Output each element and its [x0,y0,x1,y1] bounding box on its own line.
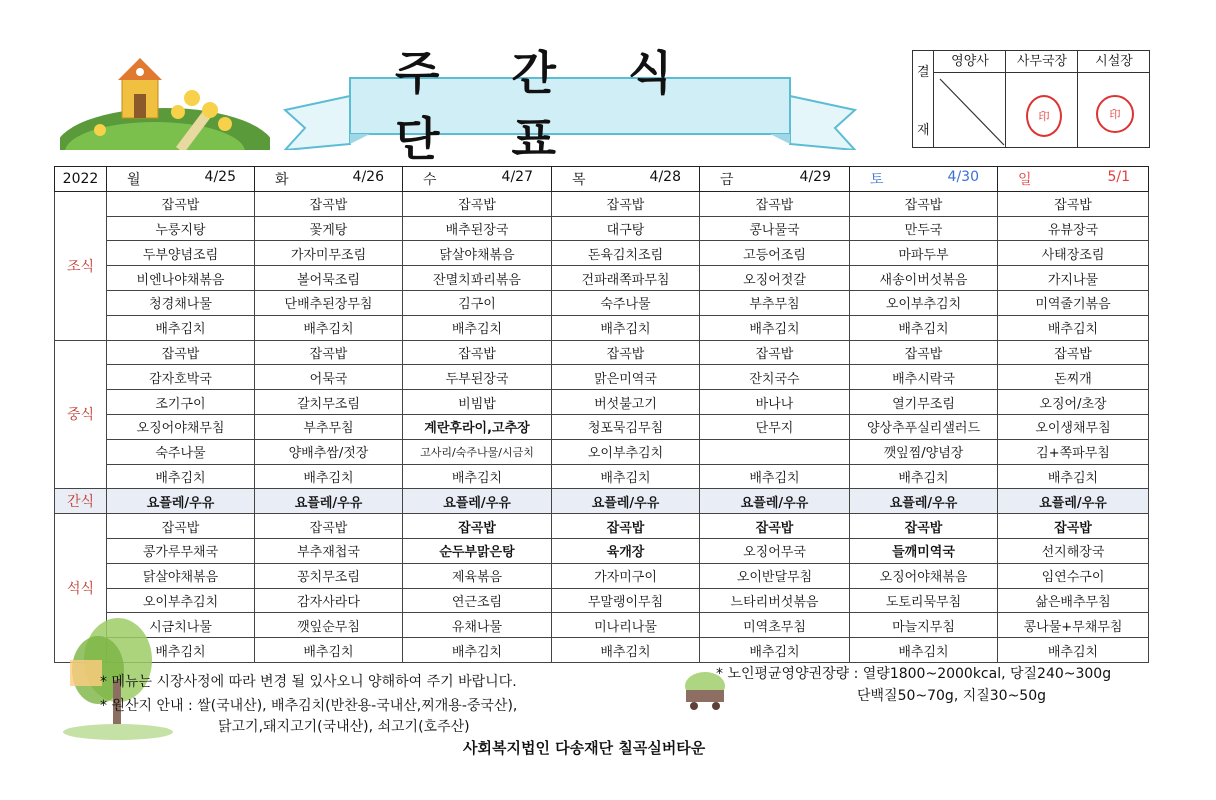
menu-cell: 청포묵김무침 [552,414,700,439]
menu-cell: 누룽지탕 [107,216,255,241]
approval-side-label-bottom: 재 [917,123,930,138]
dinner-row [55,613,1149,638]
day-name: 화 [275,171,289,188]
menu-cell: 잡곡밥 [998,340,1149,365]
menu-cell: 새송이버섯볶음 [850,266,998,291]
menu-cell: 깻잎찜/양념장 [850,439,998,464]
menu-cell: 숙주나물 [552,290,700,315]
menu-cell: 볼어묵조림 [255,266,403,291]
breakfast-row [55,216,1149,241]
menu-cell: 만두국 [850,216,998,241]
menu-cell: 잡곡밥 [552,340,700,365]
day-date: 4/30 [947,168,979,185]
menu-cell: 콩나물국 [700,216,850,241]
menu-cell: 오징어/초장 [998,390,1149,415]
menu-cell: 유채나물 [403,613,552,638]
menu-cell: 느타리버섯볶음 [700,588,850,613]
menu-cell: 배추김치 [700,315,850,340]
menu-cell: 가자미무조림 [255,241,403,266]
organization-footer: 사회복지법인 다송재단 칠곡실버타운 [463,739,706,757]
menu-cell: 오징어젓갈 [700,266,850,291]
menu-cell: 잡곡밥 [403,191,552,216]
day-date: 4/29 [799,168,831,185]
menu-cell: 배추김치 [552,638,700,663]
menu-cell: 오이부추김치 [107,588,255,613]
day-name: 일 [1018,171,1032,188]
menu-cell: 배추김치 [403,464,552,489]
breakfast-row [55,241,1149,266]
menu-cell: 잡곡밥 [850,340,998,365]
approval-diagonal-line [934,73,1006,147]
menu-cell: 부추재첩국 [255,538,403,563]
day-header [403,167,552,192]
menu-cell: 순두부맑은탕 [403,538,552,563]
menu-cell: 배추시락국 [850,365,998,390]
menu-cell: 배추김치 [403,638,552,663]
menu-cell: 배추김치 [255,315,403,340]
menu-cell: 배추김치 [255,638,403,663]
breakfast-row [55,191,1149,216]
approval-side-label-top: 결 [917,65,930,80]
office-director-stamp-icon: 印 [1026,95,1062,137]
menu-cell: 잡곡밥 [255,514,403,539]
menu-cell: 비빔밥 [403,390,552,415]
lunch-row [55,365,1149,390]
nutrition-info-line2: 단백질50~70g, 지질30~50g [857,688,1047,704]
menu-cell: 단무지 [700,414,850,439]
menu-cell: 배추김치 [998,464,1149,489]
day-date: 4/27 [501,168,533,185]
menu-cell: 배추김치 [850,464,998,489]
change-notice: * 메뉴는 시장사정에 따라 변경 될 있사오니 양해하여 주기 바랍니다. [100,674,517,690]
menu-cell: 배추김치 [850,638,998,663]
menu-cell: 마파두부 [850,241,998,266]
menu-cell: 요플레/우유 [403,489,552,514]
menu-cell: 배추김치 [700,464,850,489]
menu-cell: 열기무조림 [850,390,998,415]
menu-cell: 가지나물 [998,266,1149,291]
approval-role-nutritionist: 영양사 [934,51,1006,73]
day-name: 토 [870,171,884,188]
menu-cell: 배추김치 [998,638,1149,663]
menu-cell: 배추김치 [998,315,1149,340]
menu-cell: 꽃게탕 [255,216,403,241]
menu-cell: 배추김치 [850,315,998,340]
menu-cell: 가자미구이 [552,563,700,588]
menu-cell: 배추된장국 [403,216,552,241]
day-header-saturday [850,167,998,192]
lunch-row [55,340,1149,365]
day-header [552,167,700,192]
menu-cell: 잡곡밥 [552,514,700,539]
approval-box [912,50,1150,148]
menu-cell: 닭살야채볶음 [107,563,255,588]
menu-cell: 요플레/우유 [107,489,255,514]
page-title: 주 간 식 단 표 [395,46,701,166]
menu-cell: 부추무침 [255,414,403,439]
menu-cell: 오징어야채볶음 [850,563,998,588]
menu-cell: 조기구이 [107,390,255,415]
menu-cell: 잔치국수 [700,365,850,390]
tree-illustration [58,600,188,740]
menu-cell: 잡곡밥 [700,340,850,365]
house-illustration [60,50,270,150]
menu-cell: 배추김치 [107,315,255,340]
menu-cell: 감자사라다 [255,588,403,613]
menu-cell: 오이생채무침 [998,414,1149,439]
weekly-menu-table [54,166,1149,663]
menu-cell: 콩나물+무채무침 [998,613,1149,638]
menu-cell: 요플레/우유 [552,489,700,514]
menu-cell: 요플레/우유 [998,489,1149,514]
breakfast-label: 조식 [55,191,107,340]
menu-cell: 꽁치무조림 [255,563,403,588]
menu-cell: 육개장 [552,538,700,563]
menu-cell: 감자호박국 [107,365,255,390]
menu-cell: 삶은배추무침 [998,588,1149,613]
menu-cell: 배추김치 [552,315,700,340]
menu-cell: 김+쪽파무침 [998,439,1149,464]
breakfast-row [55,266,1149,291]
menu-cell: 잡곡밥 [107,340,255,365]
menu-cell: 사태장조림 [998,241,1149,266]
menu-cell: 잡곡밥 [255,340,403,365]
menu-cell: 버섯불고기 [552,390,700,415]
menu-cell: 돈육김치조림 [552,241,700,266]
menu-cell: 유뷰장국 [998,216,1149,241]
menu-cell: 배추김치 [107,464,255,489]
menu-cell: 임연수구이 [998,563,1149,588]
day-date: 5/1 [1107,168,1130,185]
menu-cell: 시금치나물 [107,613,255,638]
menu-cell: 잡곡밥 [255,191,403,216]
dinner-row [55,638,1149,663]
menu-cell: 부추무침 [700,290,850,315]
dinner-row [55,514,1149,539]
menu-cell: 두부된장국 [403,365,552,390]
facility-head-stamp-icon: 印 [1096,95,1134,133]
menu-cell: 잡곡밥 [700,191,850,216]
menu-cell: 어묵국 [255,365,403,390]
dinner-label: 석식 [55,514,107,663]
menu-cell: 잡곡밥 [403,514,552,539]
day-name: 금 [720,171,734,188]
menu-cell: 두부양념조림 [107,241,255,266]
menu-cell: 배추김치 [700,638,850,663]
menu-cell: 잡곡밥 [850,191,998,216]
menu-cell: 계란후라이,고추장 [403,414,552,439]
approval-role-facility-head: 시설장 [1078,51,1150,73]
dinner-row [55,563,1149,588]
menu-cell: 돈찌개 [998,365,1149,390]
menu-cell: 바나나 [700,390,850,415]
menu-cell: 잡곡밥 [552,191,700,216]
menu-cell: 잡곡밥 [998,514,1149,539]
menu-cell: 맑은미역국 [552,365,700,390]
day-date: 4/26 [352,168,384,185]
menu-cell: 숙주나물 [107,439,255,464]
day-header [700,167,850,192]
menu-cell: 닭살야채볶음 [403,241,552,266]
menu-cell: 콩가루무채국 [107,538,255,563]
year-cell: 2022 [55,167,107,192]
dinner-row [55,588,1149,613]
day-name: 월 [127,171,141,188]
menu-cell: 고등어조림 [700,241,850,266]
breakfast-row [55,315,1149,340]
menu-cell: 청경채나물 [107,290,255,315]
menu-cell: 무말랭이무침 [552,588,700,613]
lunch-row [55,464,1149,489]
nutrition-info-line1: * 노인평균영양권장량 : 열량1800~2000kcal, 당질240~300g [716,666,1112,682]
menu-cell: 잡곡밥 [850,514,998,539]
menu-cell: 들깨미역국 [850,538,998,563]
origin-info-line2: 닭고기,돼지고기(국내산), 쇠고기(호주산) [218,719,470,735]
header-row [55,167,1149,192]
lunch-row [55,414,1149,439]
lunch-label: 중식 [55,340,107,489]
day-header [107,167,255,192]
menu-cell: 김구이 [403,290,552,315]
menu-cell: 건파래쪽파무침 [552,266,700,291]
day-header-sunday [998,167,1149,192]
menu-cell: 요플레/우유 [255,489,403,514]
menu-cell: 배추김치 [403,315,552,340]
menu-cell: 고사리/숙주나물/시금치 [403,439,552,464]
menu-cell: 선지해장국 [998,538,1149,563]
menu-cell [700,439,850,464]
lunch-row [55,439,1149,464]
menu-cell: 잡곡밥 [700,514,850,539]
menu-cell: 미역줄기볶음 [998,290,1149,315]
menu-cell: 요플레/우유 [850,489,998,514]
menu-cell: 잔멸치꽈리볶음 [403,266,552,291]
menu-cell: 배추김치 [552,464,700,489]
menu-cell: 연근조림 [403,588,552,613]
menu-cell: 갈치무조림 [255,390,403,415]
menu-cell: 양상추푸실리샐러드 [850,414,998,439]
menu-cell: 배추김치 [255,464,403,489]
snack-row [55,489,1149,514]
menu-cell: 양배추쌈/젓장 [255,439,403,464]
menu-cell: 잡곡밥 [998,191,1149,216]
menu-cell: 미역초무침 [700,613,850,638]
origin-info-line1: * 원산지 안내 : 쌀(국내산), 배추김치(반찬용-국내산,찌개용-중국산), [100,698,518,714]
menu-cell: 제육볶음 [403,563,552,588]
menu-cell: 오징어야채무침 [107,414,255,439]
day-name: 수 [423,171,437,188]
menu-cell: 대구탕 [552,216,700,241]
snack-label: 간식 [55,489,107,514]
day-date: 4/25 [204,168,236,185]
breakfast-row [55,290,1149,315]
day-name: 목 [572,171,586,188]
lunch-row [55,390,1149,415]
menu-cell: 오이부추김치 [552,439,700,464]
menu-cell: 요플레/우유 [700,489,850,514]
approval-role-office-director: 사무국장 [1006,51,1078,73]
menu-cell: 마늘지무침 [850,613,998,638]
menu-cell: 미나리나물 [552,613,700,638]
menu-cell: 잡곡밥 [107,191,255,216]
menu-cell: 도토리묵무침 [850,588,998,613]
menu-cell: 잡곡밥 [403,340,552,365]
day-date: 4/28 [649,168,681,185]
menu-cell: 오이반달무침 [700,563,850,588]
menu-cell: 단배추된장무침 [255,290,403,315]
dinner-row [55,538,1149,563]
menu-cell: 비엔나야채볶음 [107,266,255,291]
menu-cell: 오징어무국 [700,538,850,563]
menu-cell: 잡곡밥 [107,514,255,539]
menu-cell: 오이부추김치 [850,290,998,315]
day-header [255,167,403,192]
menu-cell: 배추김치 [107,638,255,663]
menu-cell: 깻잎순무침 [255,613,403,638]
